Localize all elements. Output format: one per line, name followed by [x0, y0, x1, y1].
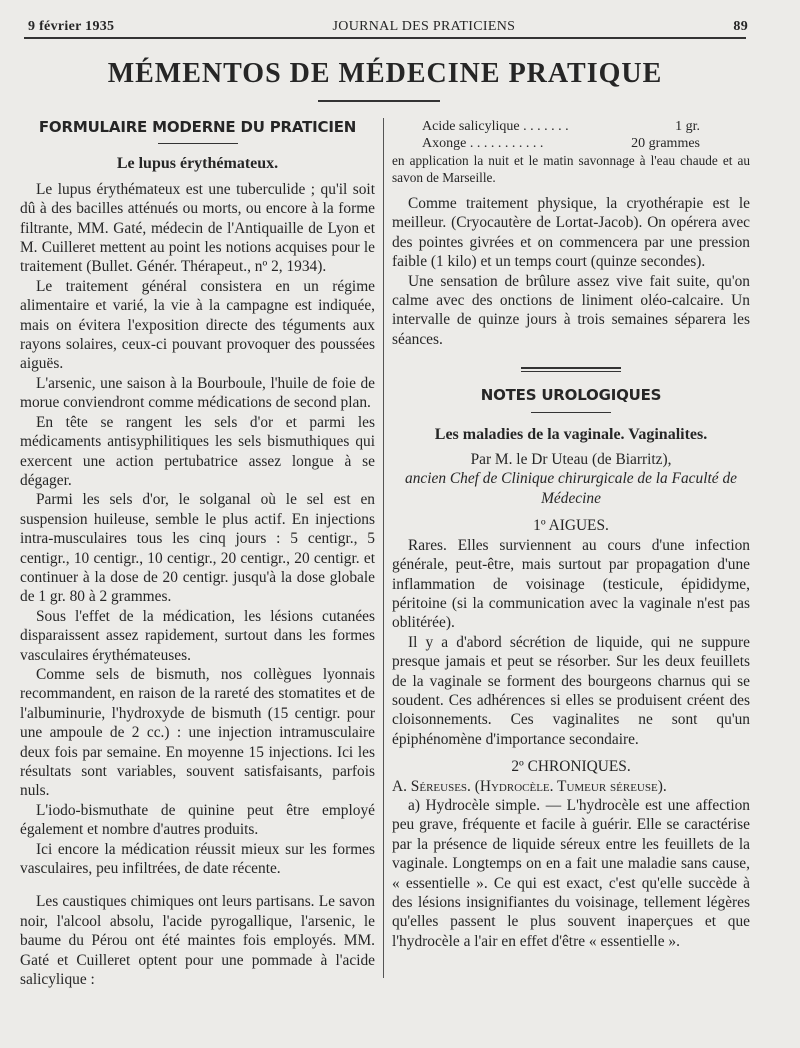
right-column — [392, 118, 750, 951]
page-title: MÉMENTOS DE MÉDECINE PRATIQUE — [107, 58, 663, 89]
paragraph: Rares. Elles surviennent au cours d'une infection générale, peut-être, mais surtout par propagation d'une inflammation de voisinage (testicule, épididyme, péritoine (si la communication avec la vaginale n'est pas oblitérée). — [392, 536, 750, 632]
section-rule — [158, 143, 238, 144]
paragraph: L'arsenic, une saison à la Bourboule, l'huile de foie de morue conviendront comme médications de second plan. — [20, 374, 375, 412]
paragraph: Parmi les sels d'or, le solganal où le sel est en suspension huileuse, semble le plus actif. En injections intra-musculaires tous les cinq jours : 5 centigr., 5 centigr., 10 centigr., 10 centigr., 20 centigr., 20 centigr. et continuer à la dose de 20 centigr. jusqu'à la dose globale de 1 gr. 80 à 2 grammes. — [20, 491, 375, 606]
running-header — [28, 16, 748, 38]
author-role: ancien Chef de Clinique chirurgicale de la Faculté de Médecine — [405, 470, 737, 507]
paragraph: Le lupus érythémateux est une tuberculide ; qu'il soit dû à des bacilles atténués ou morts, ou encore à la forme filtrante, MM. Gaté, médecin de l'Antiquaille de Lyon et M. Cuilleret mettent au point les notions acquises pour le traitement (Bullet. Génér. Thérapeut., nº 2, 1934). — [20, 180, 375, 276]
section-rule — [531, 412, 611, 413]
section-heading-urologiques: NOTES UROLOGIQUES — [480, 386, 662, 405]
header-rule — [24, 37, 746, 39]
title-rule — [318, 100, 440, 102]
paragraph: Sous l'effet de la médication, les lésions cutanées disparaissent assez rapidement, surtout dans les formes vasculaires érythémateuses. — [20, 607, 375, 664]
paragraph: Ici encore la médication réussit mieux sur les formes vasculaires, peu infiltrées, de date récente. — [20, 840, 375, 878]
ingredient: Axonge . . . . . . . . . . . — [422, 136, 544, 151]
paragraph: En tête se rangent les sels d'or et parmi les médicaments antisyphilitiques les sels bismuthiques qui exercent une action pertubatrice assez longue à se dégager. — [20, 413, 375, 489]
ingredient: Acide salicylique . . . . . . . — [422, 119, 569, 134]
article-title-lupus: Le lupus érythémateux. — [116, 155, 279, 173]
prescription-line — [392, 135, 750, 152]
header-journal: JOURNAL DES PRATICIENS — [332, 19, 516, 34]
subsection-heading: 2º CHRONIQUES. — [511, 758, 631, 776]
left-column — [20, 118, 375, 989]
prescription-note: en application la nuit et le matin savonnage à l'eau chaude et au savon de Marseille. — [392, 153, 750, 185]
header-page-number: 89 — [733, 19, 748, 34]
paragraph: Le traitement général consistera en un régime alimentaire et varié, la vie à la campagne est indiquée, mais on évitera l'exposition directe des téguments aux rayons solaires, ceux-ci pouvant provoquer des poussées aiguës. — [20, 277, 375, 373]
prescription-line — [392, 118, 750, 135]
paragraph: Comme sels de bismuth, nos collègues lyonnais recommandent, en raison de la rareté des stomatites et de l'albuminurie, l'hydroxyde de bismuth (15 centigr. pour une ampoule de 2 cc.) : une injection intramusculaire deux fois par semaine. En moyenne 15 injections. Ici les résultats sont variables, souvent satisfaisants, parfois nuls. — [20, 665, 375, 800]
quantity: 1 gr. — [675, 119, 700, 134]
paragraph: a) Hydrocèle simple. — L'hydrocèle est une affection peu grave, fréquente et facile à guérir. Elle se caractérise par la présence de liquide séreux entre les feuillets de la vaginale. Longtemps on en a fait une maladie sans cause, « essentielle ». Ce qui est exact, c'est qu'elle succède à des lésions insignifiantes du voisinage, tellement légères qu'elles passent le plus souvent inaperçues et que l'hydrocèle a l'air en effet d'être « essentielle ». — [392, 796, 750, 950]
paragraph: Les caustiques chimiques ont leurs partisans. Le savon noir, l'alcool absolu, l'acide pyrogallique, l'arsenic, le baume du Pérou ont été maintes fois employés. MM. Gaté et Cuilleret optent pour une pommade à l'acide salicylique : — [20, 893, 375, 989]
quantity: 20 grammes — [631, 136, 700, 151]
header-date: 9 février 1935 — [28, 19, 115, 34]
author-line: Par M. le Dr Uteau (de Biarritz), — [470, 451, 672, 469]
paragraph: L'iodo-bismuthate de quinine peut être employé également et nombre d'autres produits. — [20, 801, 375, 839]
article-title-vaginale: Les maladies de la vaginale. Vaginalites. — [434, 425, 708, 443]
prescription — [392, 118, 750, 186]
paragraph: Comme traitement physique, la cryothérapie est le meilleur. (Cryocautère de Lortat-Jacob). On opérera avec des pointes givrées et on commencera par une pression faible (1 kilo) et un temps court (quinze secondes). — [392, 195, 750, 271]
subsection-heading: 1º AIGUES. — [533, 517, 609, 535]
paragraph: Il y a d'abord sécrétion de liquide, qui ne suppure presque jamais et peut se résorber. Sur les deux feuillets de la vaginale se forment des bourgeons charnus qui se soudent. Ces adhérences si elles se produisent créent des cloisonnements. Ces vaginalites ne sont qu'un épiphénomène d'importance secondaire. — [392, 633, 750, 748]
paragraph: Une sensation de brûlure assez vive fait suite, qu'on calme avec des onctions de liniment oléo-calcaire. Un intervalle de quinze jours à trois semaines séparera les séances. — [392, 272, 750, 348]
column-divider — [383, 118, 384, 978]
subsection-heading: A. Séreuses. (Hydrocèle. Tumeur séreuse). — [392, 777, 667, 795]
section-heading-formulaire: FORMULAIRE MODERNE DU PRATICIEN — [38, 118, 357, 136]
